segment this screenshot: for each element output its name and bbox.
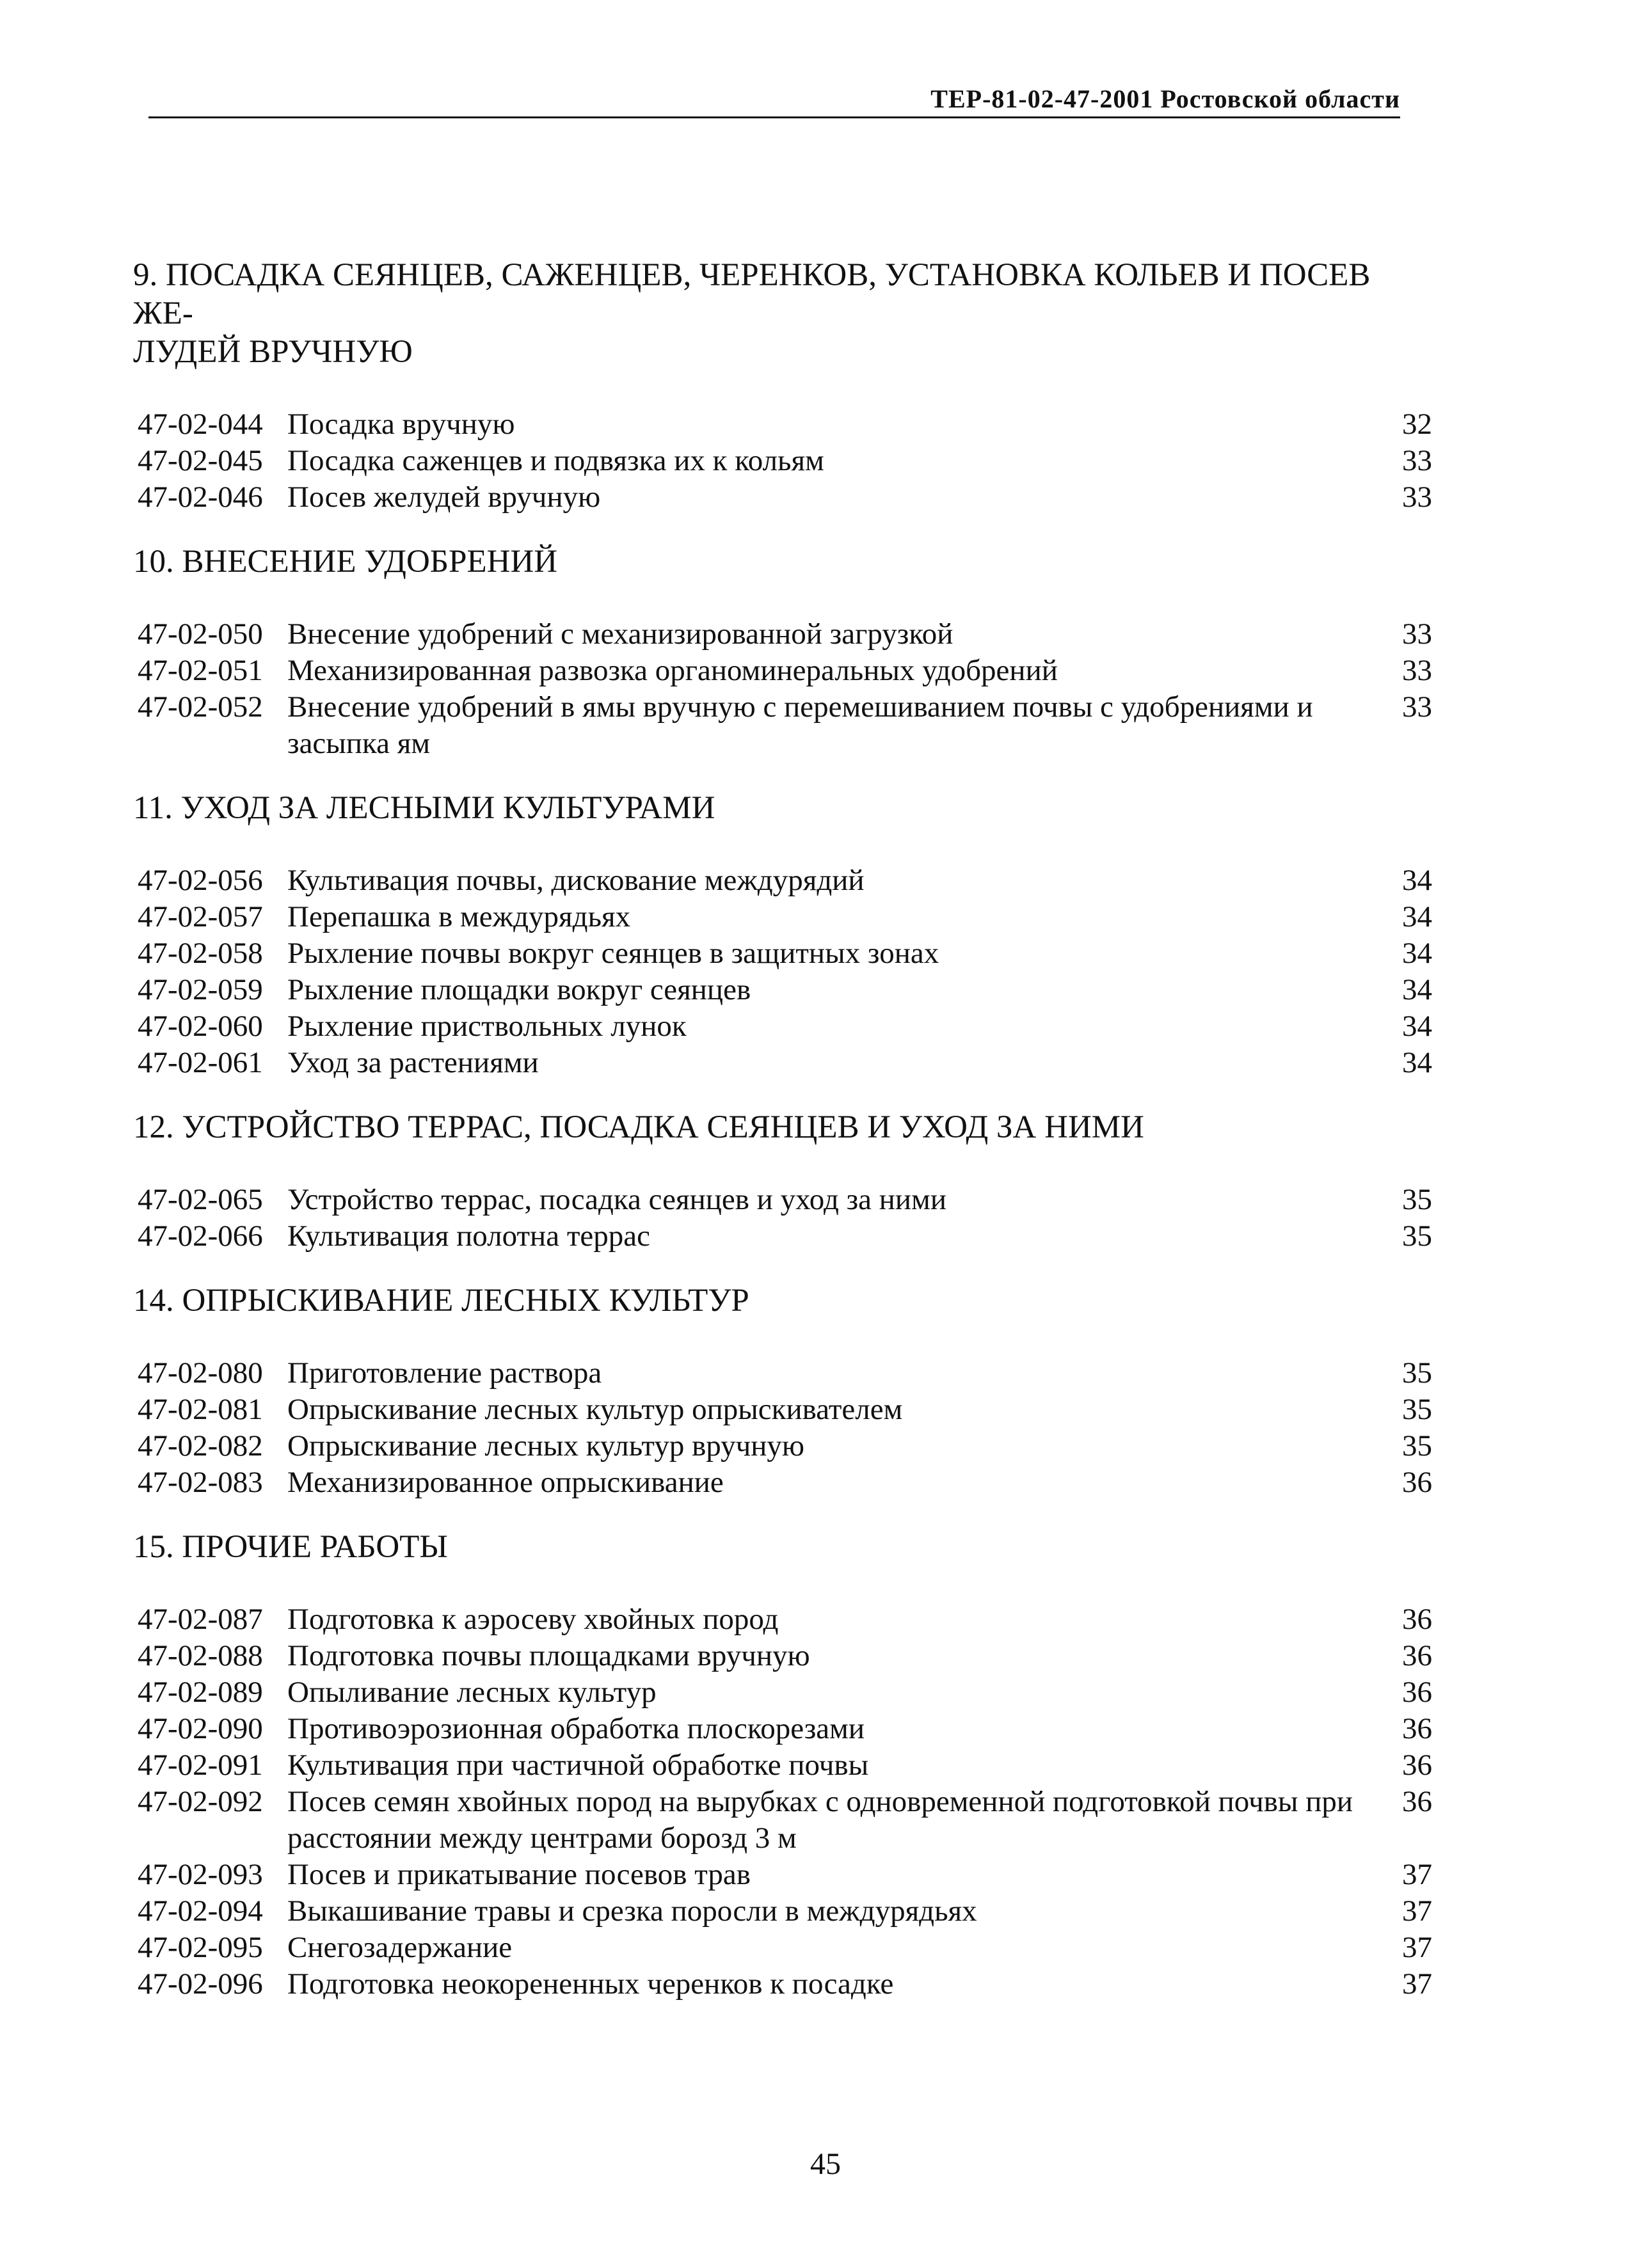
entry-title: Снегозадержание xyxy=(287,1931,513,1964)
entry-page: 32 xyxy=(1402,408,1432,441)
entry-code: 47-02-093 xyxy=(138,1858,263,1891)
entry-code: 47-02-095 xyxy=(138,1931,263,1964)
table-of-contents xyxy=(133,256,1432,2015)
entry-title: Механизированная развозка органоминеральных удобрений xyxy=(287,654,1058,687)
entry-page: 34 xyxy=(1402,937,1432,970)
toc-entry xyxy=(133,689,1432,762)
entry-code: 47-02-052 xyxy=(138,690,263,724)
entry-title: Перепашка в междурядьях xyxy=(287,900,631,933)
entry-title: Рыхление почвы вокруг сеянцев в защитных зонах xyxy=(287,937,939,970)
entry-page: 36 xyxy=(1402,1712,1432,1745)
entry-title: Приготовление раствора xyxy=(287,1356,602,1390)
entry-code: 47-02-060 xyxy=(138,1010,263,1043)
toc-entry xyxy=(133,1747,1432,1784)
section-title: 11. УХОД ЗА ЛЕСНЫМИ КУЛЬТУРАМИ xyxy=(133,790,715,826)
toc-entry xyxy=(133,1218,1432,1255)
toc-section-15 xyxy=(133,1528,1432,2002)
entry-page: 35 xyxy=(1402,1356,1432,1390)
entry-page: 37 xyxy=(1402,1967,1432,2001)
entry-page: 34 xyxy=(1402,864,1432,897)
entry-title: Опыливание лесных культур xyxy=(287,1676,657,1709)
entry-page: 37 xyxy=(1402,1858,1432,1891)
entry-title: Посев и прикатывание посевов трав xyxy=(287,1858,751,1891)
entry-page: 35 xyxy=(1402,1219,1432,1253)
toc-entry xyxy=(133,1893,1432,1930)
entry-code: 47-02-051 xyxy=(138,654,263,687)
entry-code: 47-02-092 xyxy=(138,1785,263,1818)
toc-entry xyxy=(133,1601,1432,1638)
entry-code: 47-02-083 xyxy=(138,1466,263,1499)
entry-page: 33 xyxy=(1402,654,1432,687)
entry-code: 47-02-081 xyxy=(138,1393,263,1426)
entry-title: Подготовка к аэросеву хвойных пород xyxy=(287,1603,779,1636)
section-title-line: 9. ПОСАДКА СЕЯНЦЕВ, САЖЕНЦЕВ, ЧЕРЕНКОВ, УСТАНОВКА КОЛЬЕВ И ПОСЕВ ЖЕ- xyxy=(133,257,1371,331)
toc-entry xyxy=(133,972,1432,1008)
toc-entry xyxy=(133,1638,1432,1674)
toc-entry xyxy=(133,443,1432,479)
section-title: 10. ВНЕСЕНИЕ УДОБРЕНИЙ xyxy=(133,544,558,580)
entry-title: Культивация при частичной обработке почвы xyxy=(287,1749,869,1782)
entry-page: 37 xyxy=(1402,1931,1432,1964)
entry-code: 47-02-059 xyxy=(138,973,263,1006)
entry-title: Противоэрозионная обработка плоскорезами xyxy=(287,1712,865,1745)
section-title: 12. УСТРОЙСТВО ТЕРРАС, ПОСАДКА СЕЯНЦЕВ И УХОД ЗА НИМИ xyxy=(133,1109,1144,1145)
entry-title: Устройство террас, посадка сеянцев и уход за ними xyxy=(287,1183,946,1216)
entry-page: 35 xyxy=(1402,1429,1432,1463)
entry-title: Внесение удобрений с механизированной загрузкой xyxy=(287,617,953,651)
entry-code: 47-02-089 xyxy=(138,1676,263,1709)
entry-title: Выкашивание травы и срезка поросли в междурядьях xyxy=(287,1894,977,1928)
toc-entry xyxy=(133,1008,1432,1045)
entry-code: 47-02-045 xyxy=(138,444,263,477)
entry-code: 47-02-091 xyxy=(138,1749,263,1782)
entry-page: 35 xyxy=(1402,1393,1432,1426)
entry-title: Рыхление приствольных лунок xyxy=(287,1010,687,1043)
toc-entry xyxy=(133,653,1432,689)
entry-code: 47-02-058 xyxy=(138,937,263,970)
document-id: ТЕР-81-02-47-2001 Ростовской области xyxy=(930,84,1400,113)
toc-entry xyxy=(133,862,1432,899)
section-title: 15. ПРОЧИЕ РАБОТЫ xyxy=(133,1529,448,1565)
toc-entry xyxy=(133,479,1432,516)
entry-page: 34 xyxy=(1402,900,1432,933)
entry-page: 34 xyxy=(1402,973,1432,1006)
entry-title: Рыхление площадки вокруг сеянцев xyxy=(287,973,751,1006)
entry-code: 47-02-090 xyxy=(138,1712,263,1745)
section-title-line: ЛУДЕЙ ВРУЧНУЮ xyxy=(133,334,413,370)
entry-title: Посев желудей вручную xyxy=(287,480,601,514)
entry-title: Культивация полотна террас xyxy=(287,1219,650,1253)
entry-code: 47-02-094 xyxy=(138,1894,263,1928)
entry-title: Опрыскивание лесных культур вручную xyxy=(287,1429,805,1463)
toc-entry xyxy=(133,1464,1432,1501)
page-number: 45 xyxy=(810,2147,841,2181)
entry-page: 33 xyxy=(1402,480,1432,514)
toc-entry xyxy=(133,935,1432,972)
toc-entry xyxy=(133,1930,1432,1966)
entry-title: Посев семян хвойных пород на вырубках с одновременной подготовкой почвы при расстоянии между центрами борозд 3 м xyxy=(287,1785,1353,1855)
entry-code: 47-02-065 xyxy=(138,1183,263,1216)
entry-page: 36 xyxy=(1402,1639,1432,1672)
toc-entry xyxy=(133,1711,1432,1747)
entry-code: 47-02-061 xyxy=(138,1046,263,1079)
toc-entry xyxy=(133,1857,1432,1893)
toc-section-9 xyxy=(133,256,1432,516)
entry-page: 33 xyxy=(1402,617,1432,651)
entry-title: Посадка вручную xyxy=(287,408,515,441)
toc-entry xyxy=(133,1045,1432,1081)
entry-code: 47-02-050 xyxy=(138,617,263,651)
entry-page: 36 xyxy=(1402,1749,1432,1782)
entry-code: 47-02-066 xyxy=(138,1219,263,1253)
toc-entry xyxy=(133,1784,1432,1857)
entry-page: 36 xyxy=(1402,1603,1432,1636)
entry-title: Опрыскивание лесных культур опрыскивателем xyxy=(287,1393,903,1426)
toc-entry xyxy=(133,899,1432,935)
toc-section-10 xyxy=(133,543,1432,762)
entry-title: Уход за растениями xyxy=(287,1046,539,1079)
toc-entry xyxy=(133,1392,1432,1428)
entry-page: 37 xyxy=(1402,1894,1432,1928)
toc-entry xyxy=(133,616,1432,653)
entry-page: 33 xyxy=(1402,690,1432,724)
toc-entry xyxy=(133,1355,1432,1392)
toc-section-12 xyxy=(133,1108,1432,1255)
entry-code: 47-02-082 xyxy=(138,1429,263,1463)
entry-code: 47-02-056 xyxy=(138,864,263,897)
entry-title: Культивация почвы, дискование междурядий xyxy=(287,864,865,897)
toc-entry xyxy=(133,1674,1432,1711)
entry-code: 47-02-096 xyxy=(138,1967,263,2001)
entry-page: 34 xyxy=(1402,1046,1432,1079)
toc-entry xyxy=(133,1966,1432,2002)
entry-title: Посадка саженцев и подвязка их к кольям xyxy=(287,444,824,477)
toc-entry xyxy=(133,1182,1432,1218)
entry-title: Механизированное опрыскивание xyxy=(287,1466,724,1499)
entry-code: 47-02-087 xyxy=(138,1603,263,1636)
entry-code: 47-02-088 xyxy=(138,1639,263,1672)
toc-entry xyxy=(133,406,1432,443)
entry-page: 35 xyxy=(1402,1183,1432,1216)
entry-page: 36 xyxy=(1402,1676,1432,1709)
entry-page: 33 xyxy=(1402,444,1432,477)
entry-page: 34 xyxy=(1402,1010,1432,1043)
page-header xyxy=(148,82,1400,118)
entry-page: 36 xyxy=(1402,1466,1432,1499)
entry-title: Подготовка почвы площадками вручную xyxy=(287,1639,810,1672)
entry-page: 36 xyxy=(1402,1785,1432,1818)
entry-title: Подготовка неокорененных черенков к посадке xyxy=(287,1967,894,2001)
section-title: 14. ОПРЫСКИВАНИЕ ЛЕСНЫХ КУЛЬТУР xyxy=(133,1283,749,1319)
entry-title: Внесение удобрений в ямы вручную с перемешиванием почвы с удобрениями и засыпка ям xyxy=(287,690,1313,760)
toc-section-11 xyxy=(133,789,1432,1081)
entry-code: 47-02-057 xyxy=(138,900,263,933)
toc-entry xyxy=(133,1428,1432,1464)
toc-section-14 xyxy=(133,1281,1432,1501)
entry-code: 47-02-046 xyxy=(138,480,263,514)
entry-code: 47-02-044 xyxy=(138,408,263,441)
section-title xyxy=(133,256,1407,371)
entry-code: 47-02-080 xyxy=(138,1356,263,1390)
